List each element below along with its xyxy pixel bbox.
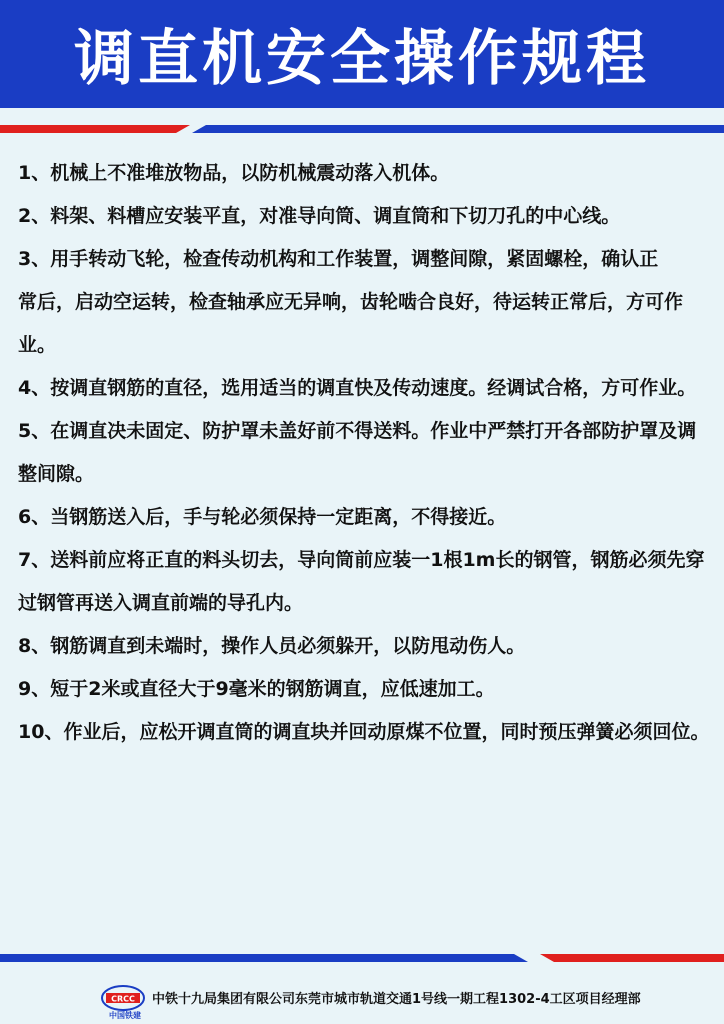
footer — [0, 978, 724, 1024]
rules-list — [18, 152, 710, 754]
rule-item-3b: 常后，启动空运转，检查轴承应无异响，齿轮啮合良好，待运转正常后，方可作业。 — [18, 291, 684, 356]
rule-item-10: 10、作业后，应松开调直筒的调直块并回动原煤不位置，同时预压弹簧必须回位。 — [18, 721, 710, 743]
rule-item-4: 4、按调直钢筋的直径，选用适当的调直快及传动速度。经调试合格，方可作业。 — [18, 377, 697, 399]
top-stripe-decoration — [0, 108, 724, 138]
rule-item-7: 7、送料前应将正直的料头切去，导向筒前应装一1根1m长的钢管，钢筋必须先穿过钢管再送入调直前端的导孔内。 — [18, 549, 705, 614]
rule-item-8: 8、钢筋调直到未端时，操作人员必须躲开，以防甩动伤人。 — [18, 635, 526, 657]
rule-item-3a: 3、用手转动飞轮，检查传动机构和工作装置，调整间隙，紧固螺栓，确认正 — [18, 248, 659, 270]
logo-caption: 中国铁建 — [109, 1011, 141, 1020]
company-name: 中铁十九局集团有限公司东莞市城市轨道交通1号线一期工程1302-4工区项目经理部 — [152, 992, 641, 1007]
page-title: 调直机安全操作规程 — [74, 24, 650, 94]
rule-item-6: 6、当钢筋送入后，手与轮必须保持一定距离，不得接近。 — [18, 506, 507, 528]
rule-item-2: 2、料架、料槽应安装平直，对准导向筒、调直筒和下切刀孔的中心线。 — [18, 205, 621, 227]
rule-item-9: 9、短于2米或直径大于9毫米的钢筋调直，应低速加工。 — [18, 678, 495, 700]
rule-item-5: 5、在调直决未固定、防护罩未盖好前不得送料。作业中严禁打开各部防护罩及调整间隙。 — [18, 420, 697, 485]
rule-item-1: 1、机械上不准堆放物品，以防机械震动落入机体。 — [18, 162, 450, 184]
bottom-stripe-decoration — [0, 950, 724, 976]
logo-text: CRCC — [111, 994, 135, 1004]
title-banner — [0, 0, 724, 108]
